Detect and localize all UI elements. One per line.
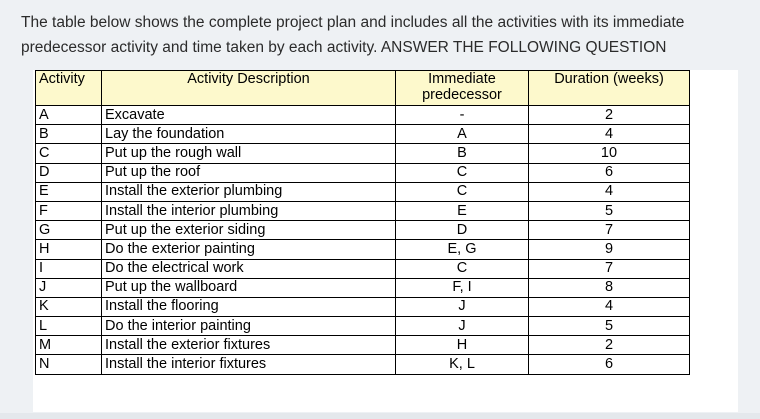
cell-duration: 5 (529, 317, 690, 336)
question-line-2: predecessor activity and time taken by each activity. ANSWER THE FOLLOWING QUESTION (21, 39, 667, 56)
cell-predecessor: E (396, 201, 529, 220)
cell-duration: 9 (529, 240, 690, 259)
table-row (36, 259, 690, 278)
cell-description: Put up the rough wall (102, 144, 396, 163)
cell-description: Excavate (102, 106, 396, 125)
cell-duration: 6 (529, 163, 690, 182)
cell-activity: E (36, 182, 102, 201)
cell-activity: I (36, 259, 102, 278)
cell-description: Install the flooring (102, 297, 396, 316)
project-plan-table (35, 70, 690, 375)
header-description: Activity Description (102, 71, 396, 106)
cell-description: Install the interior fixtures (102, 355, 396, 374)
cell-duration: 5 (529, 201, 690, 220)
cell-predecessor: F, I (396, 278, 529, 297)
cell-description: Install the exterior plumbing (102, 182, 396, 201)
header-activity: Activity (36, 71, 102, 106)
table-header-row (36, 71, 690, 106)
cell-activity: J (36, 278, 102, 297)
table-row (36, 106, 690, 125)
question-line-1: The table below shows the complete project plan and includes all the activities with its immediate (21, 14, 685, 31)
cell-predecessor: C (396, 182, 529, 201)
header-predecessor (396, 71, 529, 106)
cell-predecessor: J (396, 297, 529, 316)
table-body (36, 106, 690, 375)
cell-predecessor: C (396, 259, 529, 278)
cell-predecessor: A (396, 125, 529, 144)
cell-duration: 8 (529, 278, 690, 297)
cell-duration: 4 (529, 297, 690, 316)
cell-predecessor: - (396, 106, 529, 125)
cell-duration: 6 (529, 355, 690, 374)
cell-duration: 4 (529, 182, 690, 201)
cell-predecessor: K, L (396, 355, 529, 374)
cell-activity: M (36, 336, 102, 355)
cell-activity: D (36, 163, 102, 182)
cell-description: Do the exterior painting (102, 240, 396, 259)
cell-activity: C (36, 144, 102, 163)
table-row (36, 297, 690, 316)
cell-activity: G (36, 221, 102, 240)
table-row (36, 144, 690, 163)
cell-duration: 2 (529, 336, 690, 355)
table-row (36, 221, 690, 240)
cell-predecessor: B (396, 144, 529, 163)
table-row (36, 201, 690, 220)
cell-activity: L (36, 317, 102, 336)
cell-activity: N (36, 355, 102, 374)
cell-predecessor: D (396, 221, 529, 240)
table-row (36, 182, 690, 201)
cell-activity: B (36, 125, 102, 144)
header-predecessor-line-1: Immediate (428, 71, 496, 87)
table-row (36, 278, 690, 297)
cell-predecessor: J (396, 317, 529, 336)
cell-duration: 2 (529, 106, 690, 125)
cell-description: Install the exterior fixtures (102, 336, 396, 355)
cell-predecessor: E, G (396, 240, 529, 259)
bottom-divider (0, 413, 760, 419)
cell-description: Put up the exterior siding (102, 221, 396, 240)
cell-activity: A (36, 106, 102, 125)
header-duration: Duration (weeks) (529, 71, 690, 106)
cell-duration: 7 (529, 259, 690, 278)
cell-description: Do the electrical work (102, 259, 396, 278)
cell-activity: K (36, 297, 102, 316)
cell-description: Put up the wallboard (102, 278, 396, 297)
table-row (36, 317, 690, 336)
table-row (36, 240, 690, 259)
cell-description: Put up the roof (102, 163, 396, 182)
cell-predecessor: H (396, 336, 529, 355)
table-row (36, 355, 690, 374)
cell-duration: 7 (529, 221, 690, 240)
cell-description: Do the interior painting (102, 317, 396, 336)
table-row (36, 125, 690, 144)
table-row (36, 163, 690, 182)
question-text (21, 10, 746, 60)
cell-duration: 10 (529, 144, 690, 163)
cell-predecessor: C (396, 163, 529, 182)
cell-description: Lay the foundation (102, 125, 396, 144)
table-row (36, 336, 690, 355)
table-image (33, 70, 738, 412)
cell-activity: F (36, 201, 102, 220)
cell-description: Install the interior plumbing (102, 201, 396, 220)
cell-duration: 4 (529, 125, 690, 144)
header-predecessor-line-2: predecessor (422, 87, 502, 103)
cell-activity: H (36, 240, 102, 259)
